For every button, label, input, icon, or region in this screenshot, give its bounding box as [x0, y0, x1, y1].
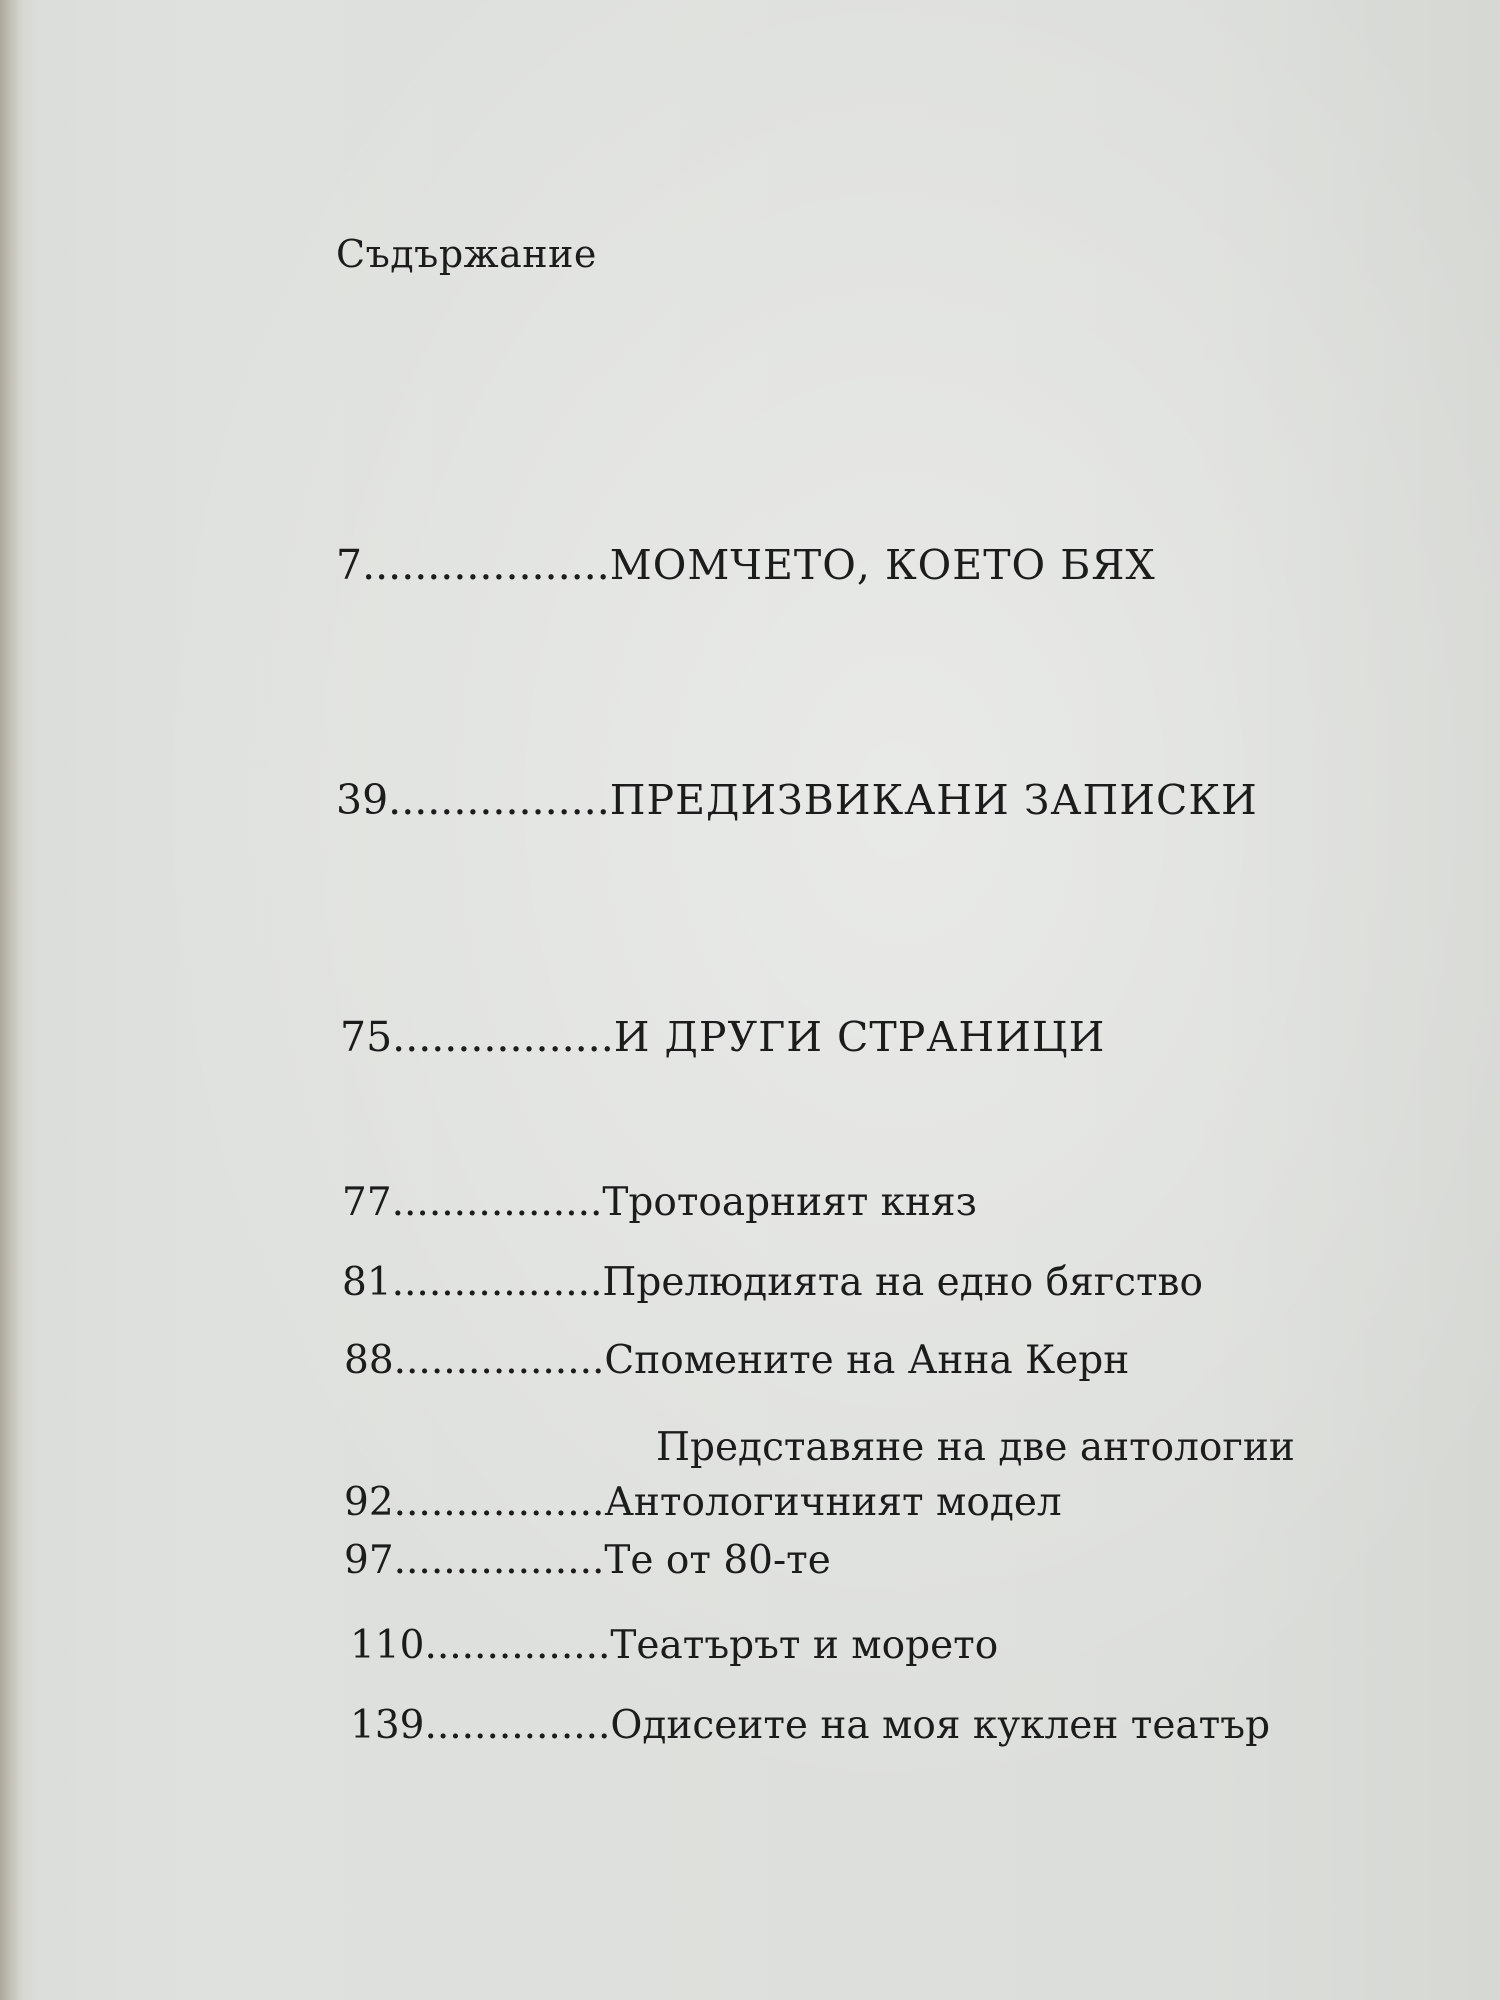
toc-page-number: 139 — [350, 1703, 425, 1748]
toc-group-heading: Представяне на две антологии — [656, 1425, 1295, 1470]
toc-entry-title: Те от 80-те — [604, 1538, 831, 1583]
toc-leader-dots: ................. — [391, 1180, 603, 1225]
toc-leader-dots: ................. — [388, 776, 610, 824]
toc-page-number: 92 — [344, 1480, 394, 1525]
toc-entry-title: И ДРУГИ СТРАНИЦИ — [613, 1013, 1106, 1061]
toc-leader-dots: ............... — [424, 1703, 611, 1748]
toc-entry-title: Спомените на Анна Керн — [604, 1338, 1130, 1383]
toc-page-number: 39 — [336, 776, 389, 824]
page-title: Съдържание — [336, 232, 597, 276]
toc-entry — [344, 1480, 1062, 1525]
toc-page-number: 88 — [344, 1338, 394, 1383]
toc-page-number: 75 — [340, 1013, 393, 1061]
toc-entry — [350, 1703, 1271, 1748]
toc-page-number: 77 — [342, 1180, 392, 1225]
toc-page-number: 110 — [350, 1623, 425, 1668]
toc-page-number: 7 — [336, 541, 363, 589]
toc-page-number: 97 — [344, 1538, 394, 1583]
toc-entry — [344, 1538, 831, 1583]
toc-entry-section-1 — [336, 541, 1156, 589]
toc-page-number: 81 — [342, 1260, 392, 1305]
toc-entry-title: Одисеите на моя куклен театър — [610, 1703, 1271, 1748]
toc-leader-dots: ................. — [393, 1538, 605, 1583]
toc-entry-title: Театърът и морето — [610, 1623, 999, 1668]
toc-entry — [342, 1260, 1203, 1305]
toc-entry-title: Антологичният модел — [604, 1480, 1062, 1525]
toc-entry-section-3 — [340, 1013, 1106, 1061]
toc-leader-dots: ................. — [391, 1260, 603, 1305]
toc-leader-dots: ................. — [393, 1480, 605, 1525]
toc-entry — [342, 1180, 977, 1225]
toc-entry-title: Тротоарният княз — [602, 1180, 977, 1225]
toc-leader-dots: ................... — [362, 541, 610, 589]
toc-leader-dots: ............... — [424, 1623, 611, 1668]
toc-entry — [344, 1338, 1130, 1383]
toc-entry-section-2 — [336, 776, 1258, 824]
toc-entry-title: Прелюдията на едно бягство — [602, 1260, 1203, 1305]
page-gutter-shadow — [0, 0, 22, 2000]
toc-leader-dots: ................. — [393, 1338, 605, 1383]
toc-leader-dots: ................. — [392, 1013, 614, 1061]
toc-entry-title: ПРЕДИЗВИКАНИ ЗАПИСКИ — [609, 776, 1258, 824]
toc-entry — [350, 1623, 999, 1668]
toc-entry-title: МОМЧЕТО, КОЕТО БЯХ — [609, 541, 1156, 589]
